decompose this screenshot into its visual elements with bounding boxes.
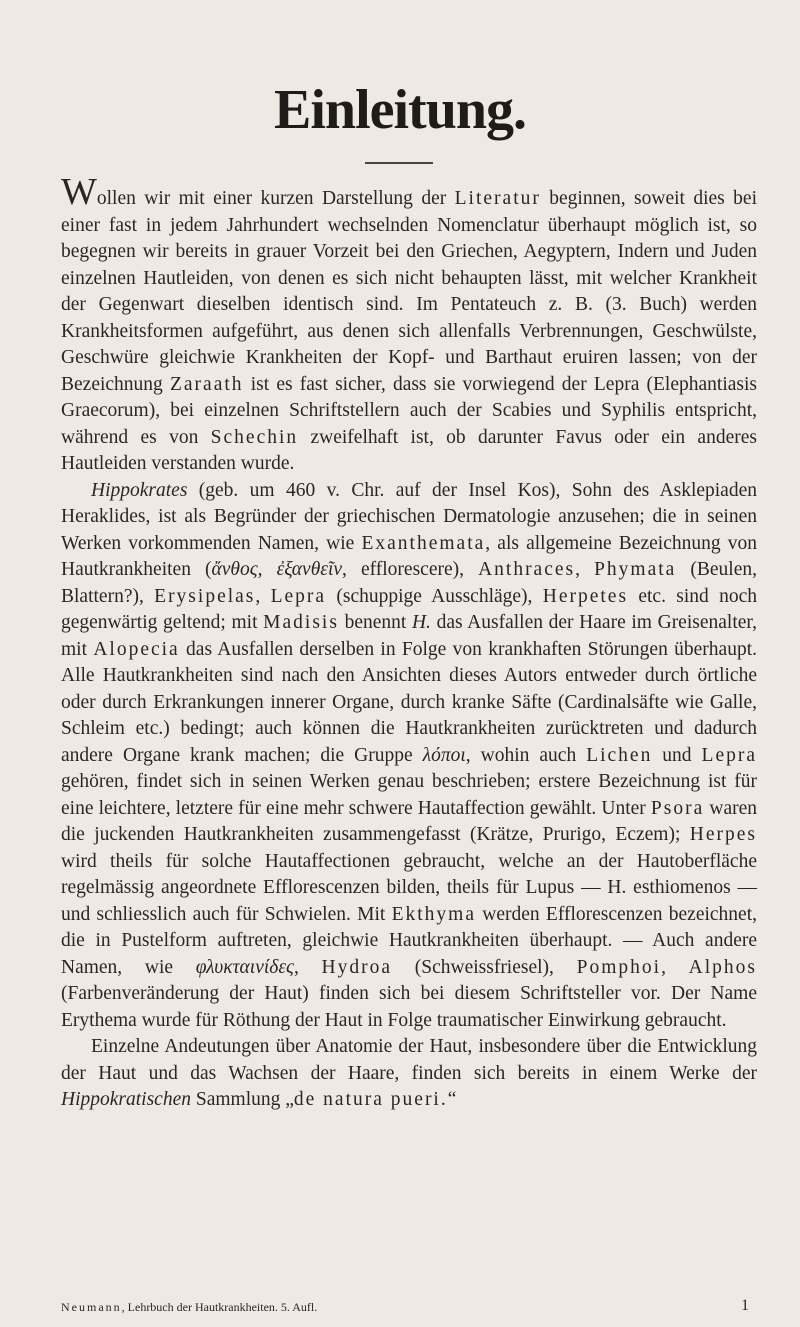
name-hippokrates: Hippokrates	[91, 479, 188, 501]
term-psora: Psora	[650, 797, 705, 819]
term-exanthemata: Exanthemata	[361, 532, 486, 554]
term-hydroa: Hydroa	[321, 956, 393, 978]
term-pomphoi: Pomphoi	[576, 956, 662, 978]
body-text	[61, 171, 758, 1114]
greek-term-2: λόποι	[422, 744, 466, 766]
term-erysipelas: Erysipelas	[154, 585, 256, 607]
term-de-natura-pueri: de natura pueri.	[293, 1089, 448, 1110]
term-madisis: Madisis	[263, 612, 339, 633]
term-zaraath: Zaraath	[169, 373, 244, 395]
heading-rule	[365, 162, 433, 164]
abbrev-h: H.	[411, 612, 431, 633]
page-footer	[61, 1297, 757, 1315]
term-anthraces: Anthraces	[478, 559, 576, 580]
footer-book-title: , Lehrbuch der Hautkrankheiten. 5. Aufl.	[121, 1300, 318, 1314]
term-lepra-2: Lepra	[701, 744, 758, 766]
drop-cap: W	[61, 171, 97, 213]
term-literatur: Literatur	[454, 188, 541, 209]
term-lichen: Lichen	[586, 744, 653, 766]
greek-term-1: ἄνθος, ἐξανθεῖν	[211, 559, 343, 580]
paragraph-3: Einzelne Andeutungen über Anatomie der Haut, insbesondere über die Entwicklung der Haut und das Wachsen der Haare, finden sich bereits in einem Werke der Hippokratischen Sammlung „de natura pueri.“	[61, 1036, 757, 1110]
term-ekthyma: Ekthyma	[391, 903, 476, 925]
term-herpetes: Herpetes	[542, 585, 629, 607]
term-alopecia: Alopecia	[93, 638, 180, 660]
term-alphos: Alphos	[688, 956, 758, 978]
term-herpes: Herpes	[689, 824, 757, 845]
page-number: 1	[741, 1297, 749, 1314]
term-phymata: Phymata	[594, 559, 677, 580]
term-lepra: Lepra	[270, 585, 327, 607]
chapter-heading: Einleitung.	[274, 79, 526, 141]
paragraph-2: Hippokrates (geb. um 460 v. Chr. auf der Insel Kos), Sohn des Asklepiaden Heraklides, ist als Begründer der griechischen Dermatologie anzusehen; die in seinen Werken vorkommenden Namen, wie Exanthemata, als allgemeine Bezeichnung von Hautkrankheiten (ἄνθος, ἐξανθεῖν, efflorescere), Anthraces, Phymata (Beulen, Blattern?), Erysipelas, Lepra (schuppige Ausschläge), Herpetes etc. sind noch gegenwärtig geltend; mit Madisis benennt H. das Ausfallen der Haare im Greisenalter, mit Alopecia das Ausfallen derselben in Folge von krankhaften Störungen überhaupt. Alle Hautkrankheiten sind nach den Ansichten dieses Autors entweder durch örtliche oder durch Erkrankungen innerer Organe, durch kranke Säfte (Cardinalsäfte wie Galle, Schleim etc.) bedingt; auch können die Hautkrankheiten zurücktreten und dadurch andere Organe krank machen; die Gruppe λόποι, wohin auch Lichen und Lepra gehören, findet sich in seinen Werken genau beschrieben; erstere Bezeichnung ist für eine leichtere, letztere für eine mehr schwere Hautaffection gewählt. Unter Psora waren die juckenden Hautkrankheiten zusammengefasst (Krätze, Prurigo, Eczem); Herpes wird theils für solche Hautaffectionen gebraucht, welche an der Hautoberfläche regelmässig angeordnete Efflorescenzen bilden, theils für Lupus — H. esthiomenos — und schliesslich auch für Schwielen. Mit Ekthyma werden Efflorescenzen bezeichnet, die in Pustelform auftreten, gleichwie Hautkrankheiten überhaupt. — Auch andere Namen, wie φλυκταινίδες, Hydroa (Schweissfriesel), Pomphoi, Alphos (Farbenveränderung der Haut) finden sich bei diesem Schriftsteller vor. Der Name Erythema wurde für Röthung der Haut in Folge traumatischer Einwirkung gebraucht.	[61, 479, 758, 1031]
greek-term-3: φλυκταινίδες	[195, 956, 294, 978]
term-schechin: Schechin	[210, 426, 299, 448]
footer-author: Neumann	[61, 1300, 122, 1314]
paragraph-1: Wollen wir mit einer kurzen Darstellung der Literatur beginnen, soweit dies bei einer fast in jedem Jahrhundert wechselnden Nomenclatur überhaupt möglich ist, so begegnen wir bereits in grauer Vorzeit bei den Griechen, Aegyptern, Indern und Juden einzelnen Hautleiden, von denen es sich nicht behaupten lässt, mit welcher Krankheit der Gegenwart dieselben identisch sind. Im Pentateuch z. B. (3. Buch) werden Krankheitsformen aufgeführt, aus denen sich allenfalls Verbrennungen, Geschwülste, Geschwüre gleichwie Krankheiten der Kopf- und Barthaut eruiren lassen; von der Bezeichnung Zaraath ist es fast sicher, dass sie vorwiegend der Lepra (Elephantiasis Graecorum), bei einzelnen Schriftstellern auch der Scabies und Syphilis entspricht, während es von Schechin zweifelhaft ist, ob darunter Favus oder ein anderes Hautleiden verstanden wurde.	[61, 171, 757, 474]
term-hippokratischen: Hippokratischen	[61, 1089, 191, 1110]
